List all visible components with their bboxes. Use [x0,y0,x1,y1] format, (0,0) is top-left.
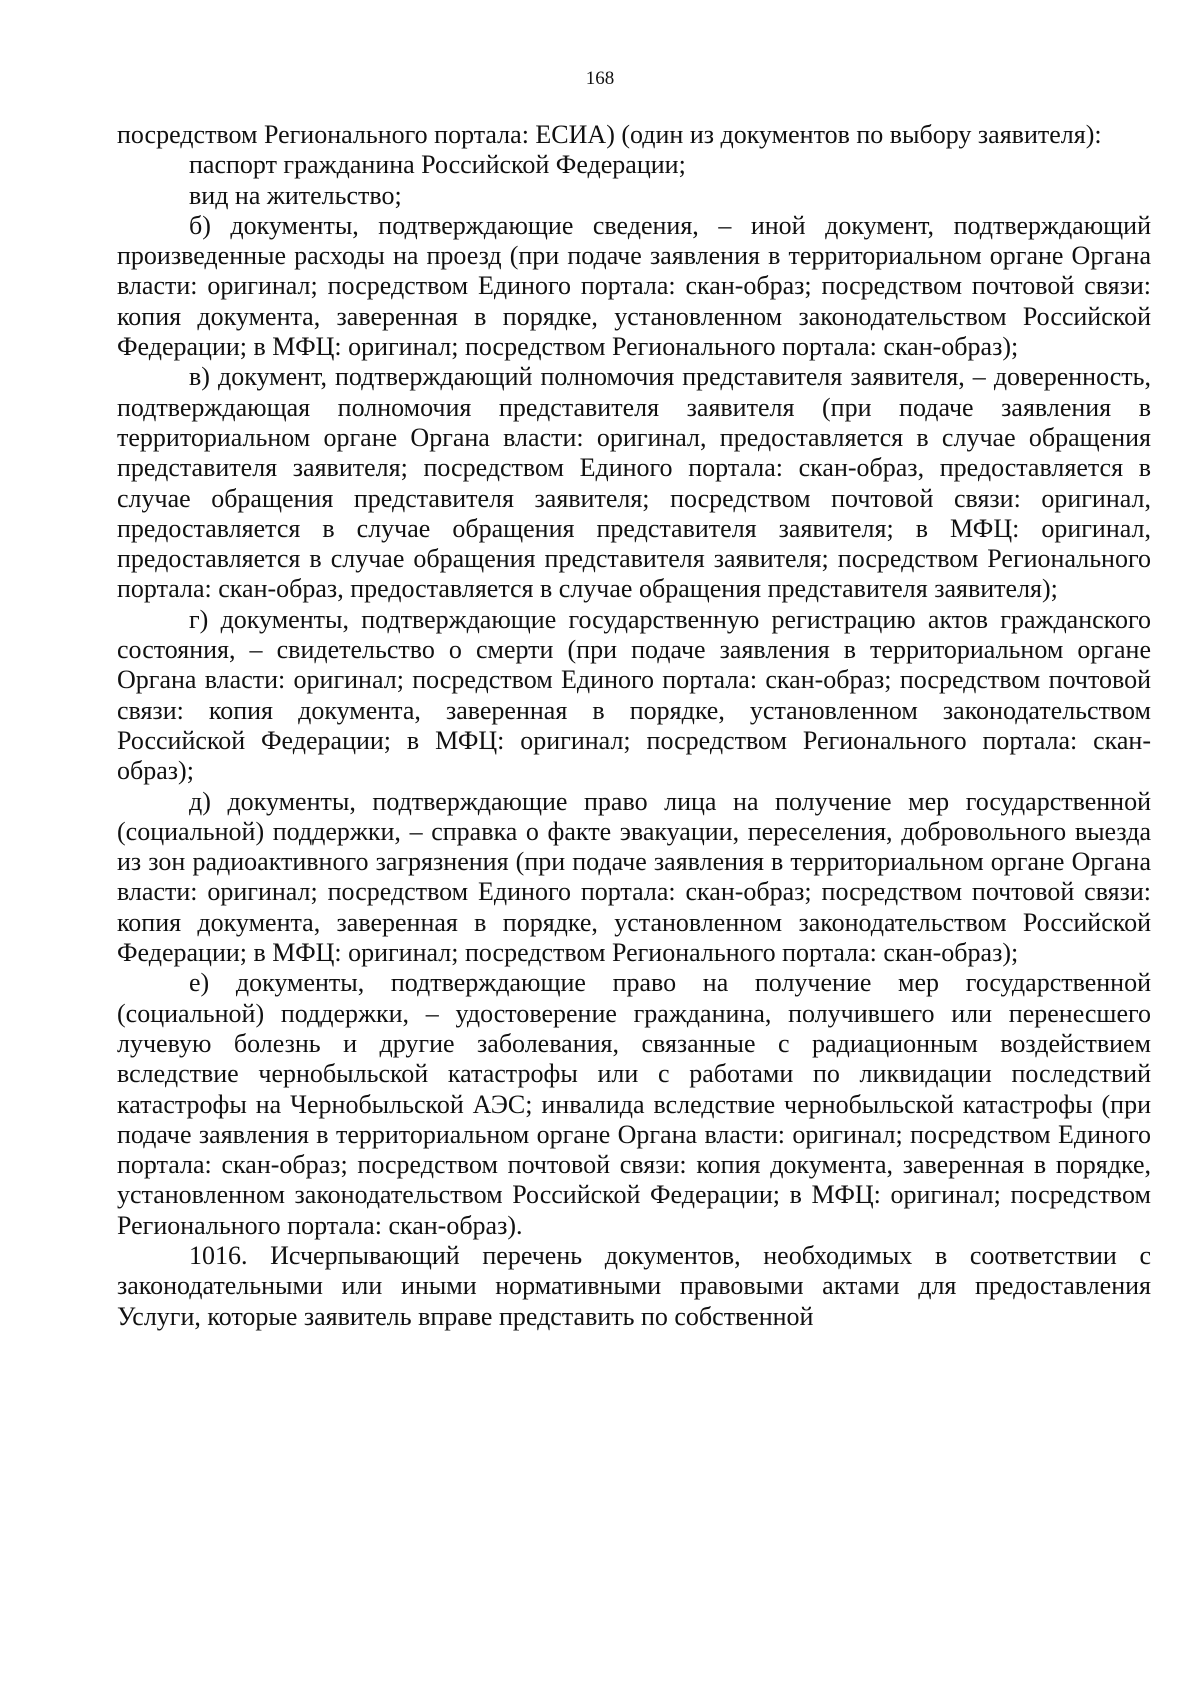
paragraph-item-e: е) документы, подтверждающие право на получение мер государственной (социальной) поддержки, – удостоверение гражданина, получившего или перенесшего лучевую болезнь и другие заболевания, связанные с радиационным воздействием вследствие чернобыльской катастрофы или с работами по ликвидации последствий катастрофы на Чернобыльской АЭС; инвалида вследствие чернобыльской катастрофы (при подаче заявления в территориальном органе Органа власти: оригинал; посредством Единого портала: скан-образ; посредством почтовой связи: копия документа, заверенная в порядке, установленном законодательством Российской Федерации; в МФЦ: оригинал; посредством Регионального портала: скан-образ). [117,968,1151,1240]
paragraph-residence-permit: вид на жительство; [189,180,402,210]
paragraph-continuation: посредством Регионального портала: ЕСИА) (один из документов по выбору заявителя): [117,120,1102,149]
page-number: 168 [585,68,615,89]
paragraph-item-d: д) документы, подтверждающие право лица на получение мер государственной (социальной) поддержки, – справка о факте эвакуации, переселения, добровольного выезда из зон радиоактивного загрязнения (при подаче заявления в территориальном органе Органа власти: оригинал; посредством Единого портала: скан-образ; посредством почтовой связи: копия документа, заверенная в порядке, установленном законодательством Российской Федерации; в МФЦ: оригинал; посредством Регионального портала: скан-образ); [117,786,1151,968]
paragraph-passport: паспорт гражданина Российской Федерации; [189,150,686,180]
paragraph-item-g: г) документы, подтверждающие государственную регистрацию актов гражданского состояния, – свидетельство о смерти (при подаче заявления в территориальном органе Органа власти: оригинал; посредством Единого портала: скан-образ; посредством почтовой связи: копия документа, заверенная в порядке, установленном законодательством Российской Федерации; в МФЦ: оригинал; посредством Регионального портала: скан-образ); [117,604,1151,786]
document-body [117,120,1151,1332]
paragraph-item-b: б) документы, подтверждающие сведения, – иной документ, подтверждающий произведенные расходы на проезд (при подаче заявления в территориальном органе Органа власти: оригинал; посредством Единого портала: скан-образ; посредством почтовой связи: копия документа, заверенная в порядке, установленном законодательством Российской Федерации; в МФЦ: оригинал; посредством Регионального портала: скан-образ); [117,210,1151,362]
paragraph-clause-1016: 1016. Исчерпывающий перечень документов, необходимых в соответствии с законодательными или иными нормативными правовыми актами для предоставления Услуги, которые заявитель вправе представить по собственной [117,1240,1151,1331]
paragraph-item-v: в) документ, подтверждающий полномочия представителя заявителя, – доверенность, подтверждающая полномочия представителя заявителя (при подаче заявления в территориальном органе Органа власти: оригинал, предоставляется в случае обращения представителя заявителя; посредством Единого портала: скан-образ, предоставляется в случае обращения представителя заявителя; посредством почтовой связи: оригинал, предоставляется в случае обращения представителя заявителя; в МФЦ: оригинал, предоставляется в случае обращения представителя заявителя; посредством Регионального портала: скан-образ, предоставляется в случае обращения представителя заявителя); [117,362,1151,604]
